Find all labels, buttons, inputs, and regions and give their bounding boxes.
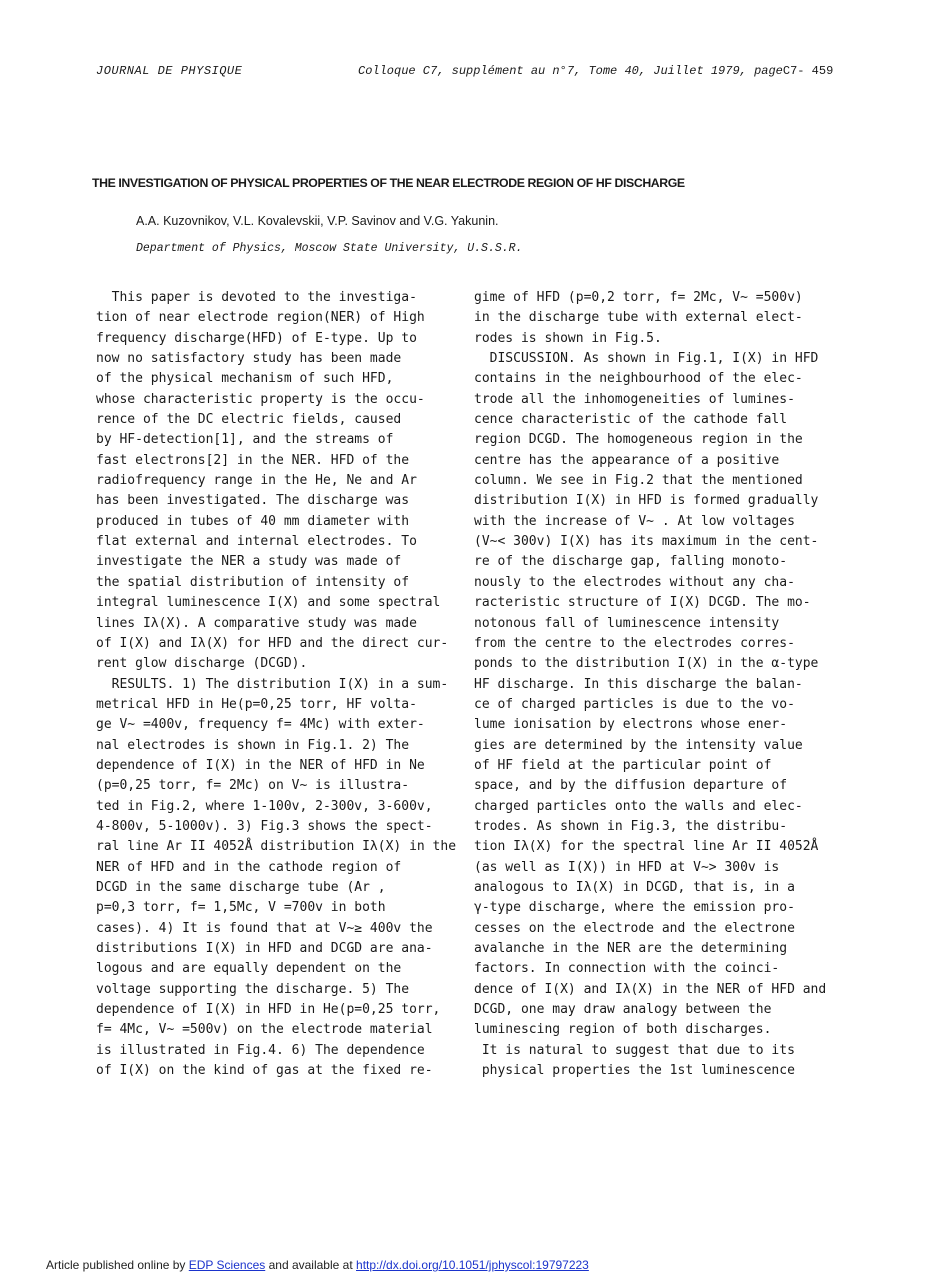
text-line: contains in the neighbourhood of the elec- <box>474 371 803 387</box>
text-line: (V~< 300v) I(X) has its maximum in the cent- <box>474 534 819 550</box>
doi-link[interactable]: http://dx.doi.org/10.1051/jphyscol:19797223 <box>356 1258 589 1272</box>
text-line: 4-800v, 5-1000v). 3) Fig.3 shows the spect- <box>96 818 433 834</box>
text-line: gime of HFD (p=0,2 torr, f= 2Mc, V~ =500v) <box>474 290 803 305</box>
journal-name: JOURNAL DE PHYSIQUE <box>96 64 243 78</box>
colloque-text: Colloque C7, supplément au n°7, Tome 40, Juillet 1979, page <box>358 64 783 78</box>
text-line: RESULTS. 1) The distribution I(X) in a sum- <box>96 676 449 692</box>
text-line: is illustrated in Fig.4. 6) The dependence <box>96 1042 425 1058</box>
text-line: ral line Ar II 4052Å distribution Iλ(X) in the <box>96 839 457 855</box>
footer <box>46 1258 589 1272</box>
text-line: lines Iλ(X). A comparative study was made <box>96 615 417 631</box>
text-line: tion Iλ(X) for the spectral line Ar II 4052Å <box>474 839 819 855</box>
text-line: from the centre to the electrodes corres- <box>474 635 795 651</box>
text-line: dependence of I(X) in HFD in He(p=0,25 torr, <box>96 1002 441 1018</box>
text-line: DCGD in the same discharge tube (Ar , <box>96 879 386 895</box>
text-line: dence of I(X) and Iλ(X) in the NER of HFD and <box>474 981 827 997</box>
text-line: of I(X) and Iλ(X) for HFD and the direct cur- <box>96 635 449 651</box>
text-line: rent glow discharge (DCGD). <box>96 656 308 672</box>
text-line: investigate the NER a study was made of <box>96 554 402 570</box>
page-number: C7- 459 <box>782 64 834 78</box>
text-line: the spatial distribution of intensity of <box>96 574 410 590</box>
text-line: luminescing region of both discharges. <box>474 1022 772 1038</box>
text-line: ted in Fig.2, where 1-100v, 2-300v, 3-600v, <box>96 798 433 814</box>
text-line: now no satisfactory study has been made <box>96 351 402 367</box>
publisher-link[interactable]: EDP Sciences <box>188 1258 266 1272</box>
text-line: metrical HFD in He(p=0,25 torr, HF volta- <box>96 696 417 712</box>
text-line: region DCGD. The homogeneous region in the <box>474 432 803 448</box>
text-line: factors. In connection with the coinci- <box>474 961 780 977</box>
text-line: of HF field at the particular point of <box>474 757 772 773</box>
text-line: physical properties the 1st luminescence <box>474 1063 795 1079</box>
text-line: This paper is devoted to the investiga- <box>96 290 417 305</box>
text-line: frequency discharge(HFD) of E-type. Up to <box>96 330 417 346</box>
text-line: in the discharge tube with external elect- <box>474 310 803 326</box>
text-line: space, and by the diffusion departure of <box>474 778 788 794</box>
text-line: column. We see in Fig.2 that the mentioned <box>474 473 803 489</box>
text-line: fast electrons[2] in the NER. HFD of the <box>96 452 410 468</box>
text-line: radiofrequency range in the He, Ne and Ar <box>96 473 417 489</box>
right-column <box>474 288 844 1081</box>
text-line: of I(X) on the kind of gas at the fixed re- <box>96 1063 433 1079</box>
text-line: DCGD, one may draw analogy between the <box>474 1002 772 1018</box>
text-line: p=0,3 torr, f= 1,5Mc, V =700v in both <box>96 900 386 916</box>
colloque-info <box>358 64 833 78</box>
left-column <box>96 288 466 1081</box>
text-line: centre has the appearance of a positive <box>474 452 780 468</box>
text-line: gies are determined by the intensity value <box>474 737 803 753</box>
text-line: f= 4Mc, V~ =500v) on the electrode material <box>96 1022 433 1038</box>
paper-title: THE INVESTIGATION OF PHYSICAL PROPERTIES OF THE NEAR ELECTRODE REGION OF HF DISCHARGE <box>92 176 685 190</box>
text-line: avalanche in the NER are the determining <box>474 941 788 956</box>
text-line: ge V~ =400v, frequency f= 4Mc) with exter- <box>96 717 425 733</box>
text-line: lume ionisation by electrons whose ener- <box>474 717 788 733</box>
authors: A.A. Kuzovnikov, V.L. Kovalevskii, V.P. Savinov and V.G. Yakunin. <box>136 214 499 228</box>
text-line: of the physical mechanism of such HFD, <box>96 371 394 387</box>
text-line: by HF-detection[1], and the streams of <box>96 432 394 448</box>
text-line: analogous to Iλ(X) in DCGD, that is, in a <box>474 879 795 895</box>
text-line: (as well as I(X)) in HFD at V~> 300v is <box>474 859 780 875</box>
text-line: integral luminescence I(X) and some spectral <box>96 595 441 611</box>
text-line: distributions I(X) in HFD and DCGD are ana- <box>96 941 433 956</box>
text-line: ponds to the distribution I(X) in the α-type <box>474 656 819 672</box>
text-line: logous and are equally dependent on the <box>96 961 402 977</box>
text-line: It is natural to suggest that due to its <box>474 1042 795 1058</box>
text-line: notonous fall of luminescence intensity <box>474 615 780 631</box>
text-line: cence characteristic of the cathode fall <box>474 412 788 428</box>
text-line: (p=0,25 torr, f= 2Mc) on V~ is illustra- <box>96 778 410 794</box>
footer-middle: and available at <box>268 1258 353 1272</box>
text-line: tion of near electrode region(NER) of High <box>96 310 425 326</box>
text-line: racteristic structure of I(X) DCGD. The mo- <box>474 595 811 611</box>
affiliation: Department of Physics, Moscow State University, U.S.S.R. <box>136 242 523 255</box>
text-line: distribution I(X) in HFD is formed gradually <box>474 493 819 509</box>
text-line: cases). 4) It is found that at V~≥ 400v the <box>96 920 433 936</box>
text-line: γ-type discharge, where the emission pro- <box>474 900 795 916</box>
text-line: nal electrodes is shown in Fig.1. 2) The <box>96 737 410 753</box>
text-line: with the increase of V~ . At low voltages <box>474 513 795 529</box>
text-line: produced in tubes of 40 mm diameter with <box>96 513 410 529</box>
text-line: ce of charged particles is due to the vo- <box>474 696 795 712</box>
text-line: cesses on the electrode and the electrone <box>474 920 795 936</box>
text-line: charged particles onto the walls and elec- <box>474 798 803 814</box>
text-line: DISCUSSION. As shown in Fig.1, I(X) in HFD <box>474 351 819 367</box>
text-line: voltage supporting the discharge. 5) The <box>96 981 410 997</box>
footer-prefix: Article published online by <box>46 1258 186 1272</box>
text-line: nously to the electrodes without any cha- <box>474 574 795 590</box>
text-line: rodes is shown in Fig.5. <box>474 330 662 346</box>
text-line: NER of HFD and in the cathode region of <box>96 859 402 875</box>
text-line: whose characteristic property is the occu- <box>96 391 425 407</box>
text-line: has been investigated. The discharge was <box>96 493 410 509</box>
text-line: re of the discharge gap, falling monoto- <box>474 554 788 570</box>
text-line: trodes. As shown in Fig.3, the distribu- <box>474 818 788 834</box>
text-line: rence of the DC electric fields, caused <box>96 412 402 428</box>
text-line: flat external and internal electrodes. To <box>96 534 417 550</box>
text-line: dependence of I(X) in the NER of HFD in Ne <box>96 757 425 773</box>
text-line: trode all the inhomogeneities of lumines- <box>474 391 795 407</box>
text-line: HF discharge. In this discharge the balan- <box>474 676 803 692</box>
